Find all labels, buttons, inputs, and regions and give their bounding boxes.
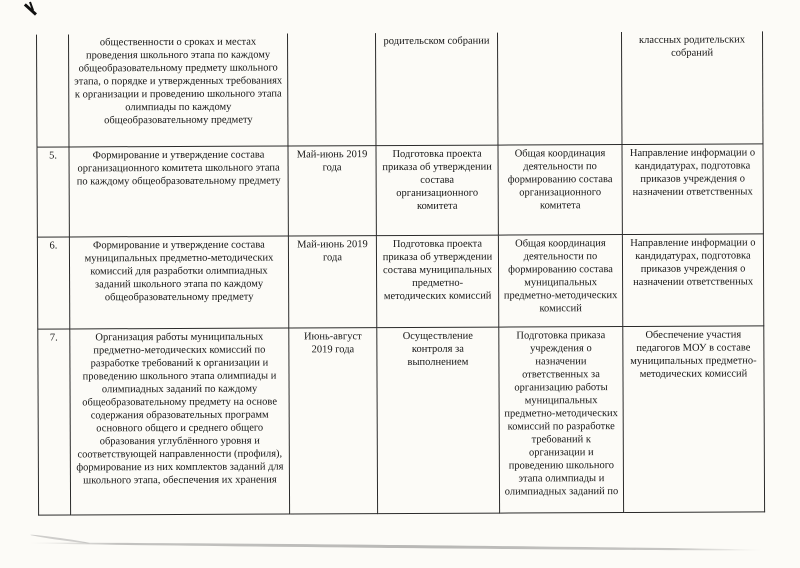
row-number-cell: 7.: [38, 328, 71, 514]
activity-cell: Формирование и утверждение состава муниципальных предметно-методических комиссий для разработки олимпиадных заданий школьного этапа по каждому общеобразовательному предмету: [69, 235, 288, 328]
table-row: [37, 233, 763, 328]
action-cell-3: классных родительских собраний: [621, 31, 762, 144]
action-cell-3: Направление информации о кандидатурах, подготовка приказов учреждения о назначении ответственных: [622, 233, 763, 326]
period-cell: [288, 33, 376, 145]
action-cell-2: [497, 32, 621, 145]
row-number-cell: 6.: [37, 236, 69, 328]
activity-cell: Организация работы муниципальных предметно-методических комиссий по разработке требований к организации и проведению школьного этапа олимпиады и олимпиадных заданий по каждому общеобразовательному предмету на основе содержания образовательных программ основного общего и среднего общего образования углублённого уровня и соответствующей направленности (профиля), формирование из них комплектов заданий для школьного этапа, обеспечения их хранения: [70, 327, 290, 514]
action-cell-2: Общая координация деятельности по формированию состава организационного комитета: [498, 144, 622, 235]
action-cell-1: родительском собрании: [376, 33, 498, 146]
table-row: [38, 325, 765, 514]
action-cell-2: Подготовка приказа учреждения о назначении ответственных за организацию работы муниципальных предметно-методических комиссий по разработке требований к организации и проведению школьного этапа олимпиады и олимпиадных заданий по: [499, 326, 624, 513]
action-cell-2: Общая координация деятельности по формированию состава муниципальных предметно-методических комиссий: [498, 234, 622, 327]
activity-plan-table: [36, 31, 765, 515]
table-row: [37, 143, 763, 236]
action-cell-1: Подготовка проекта приказа об утверждении состава организационного комитета: [376, 145, 498, 236]
action-cell-1: Подготовка проекта приказа об утверждении состава муниципальных предметно-методических комиссий: [376, 235, 498, 328]
activity-cell: общественности о сроках и местах проведения школьного этапа по каждому общеобразовательному предмету школьного этапа, о порядке и утвержденных требованиях к организации и проведению школьного этапа олимпиады по каждому общеобразовательному предмету: [69, 33, 288, 146]
period-cell: Май-июнь 2019 года: [288, 145, 376, 235]
action-cell-3: Направление информации о кандидатурах, подготовка приказов учреждения о назначении ответственных: [622, 143, 763, 234]
scan-edge-shadow: [28, 541, 764, 551]
row-number-cell: 5.: [37, 146, 69, 236]
action-cell-1: Осуществление контроля за выполнением: [377, 327, 500, 514]
row-number-cell: [37, 34, 69, 146]
activity-cell: Формирование и утверждение состава организационного комитета школьного этапа по каждому общеобразовательному предмету: [69, 145, 288, 236]
action-cell-3: Обеспечение участия педагогов МОУ в составе муниципальных предметно-методических комиссий: [623, 325, 765, 512]
table-row: [37, 31, 763, 146]
period-cell: Июнь-август 2019 года: [289, 327, 378, 513]
period-cell: Май-июнь 2019 года: [288, 235, 376, 327]
